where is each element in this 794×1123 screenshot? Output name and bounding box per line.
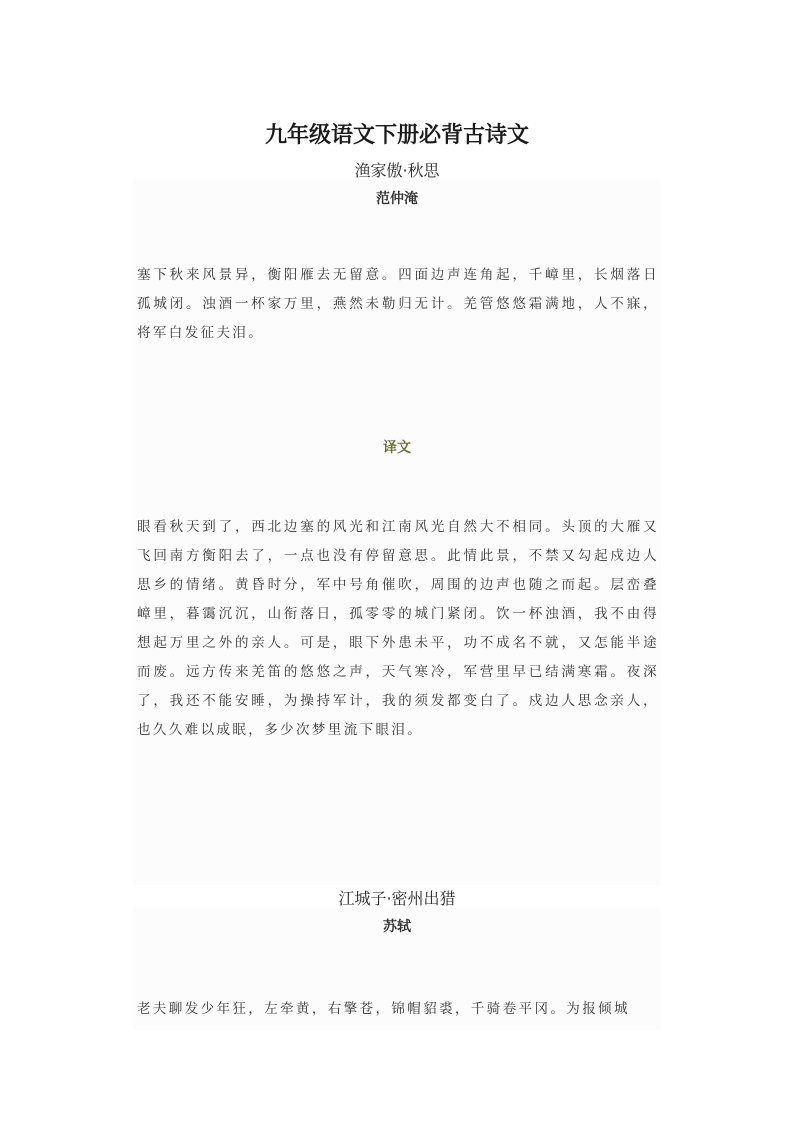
poem-text: 老夫聊发少年狂，左牵黄，右擎苍，锦帽貂裘，千骑卷平冈。为报倾城 xyxy=(137,1001,630,1017)
poem-title: 江城子·密州出猎 xyxy=(338,889,456,908)
translation-text: 眼看秋天到了，西北边塞的风光和江南风光自然大不相同。头顶的大雁又飞回南方衡阳去了，一点也没有停留意思。此情此景，不禁又勾起戍边人思乡的情绪。黄昏时分，军中号角催吹，周围的边声也随之而起。层峦叠嶂里，暮霭沉沉，山衔落日，孤零零的城门紧闭。饮一杯浊酒，我不由得想起万里之外的亲人。可是，眼下外患未平，功不成名不就，又怎能半途而废。远方传来羌笛的悠悠之声，天气寒冷，军营里早已结满寒霜。夜深了，我还不能安睡，为操持军计，我的须发都变白了。戍边人思念亲人，也久久难以成眠，多少次梦里流下眼泪。 xyxy=(137,519,659,738)
poem-author: 范仲淹 xyxy=(376,191,418,207)
poem-text: 塞下秋来风景异，衡阳雁去无留意。四面边声连角起，千嶂里，长烟落日孤城闭。浊酒一杯家万里，燕然未勒归无计。羌管悠悠霜满地，人不寐，将军白发征夫泪。 xyxy=(137,267,659,341)
translation-heading: 译文 xyxy=(383,440,411,456)
poem-title: 渔家傲·秋思 xyxy=(354,161,440,180)
page-title: 九年级语文下册必背古诗文 xyxy=(264,122,529,148)
poem-author: 苏轼 xyxy=(383,919,411,935)
poem-panel xyxy=(133,180,661,885)
poem-panel xyxy=(133,908,661,1030)
